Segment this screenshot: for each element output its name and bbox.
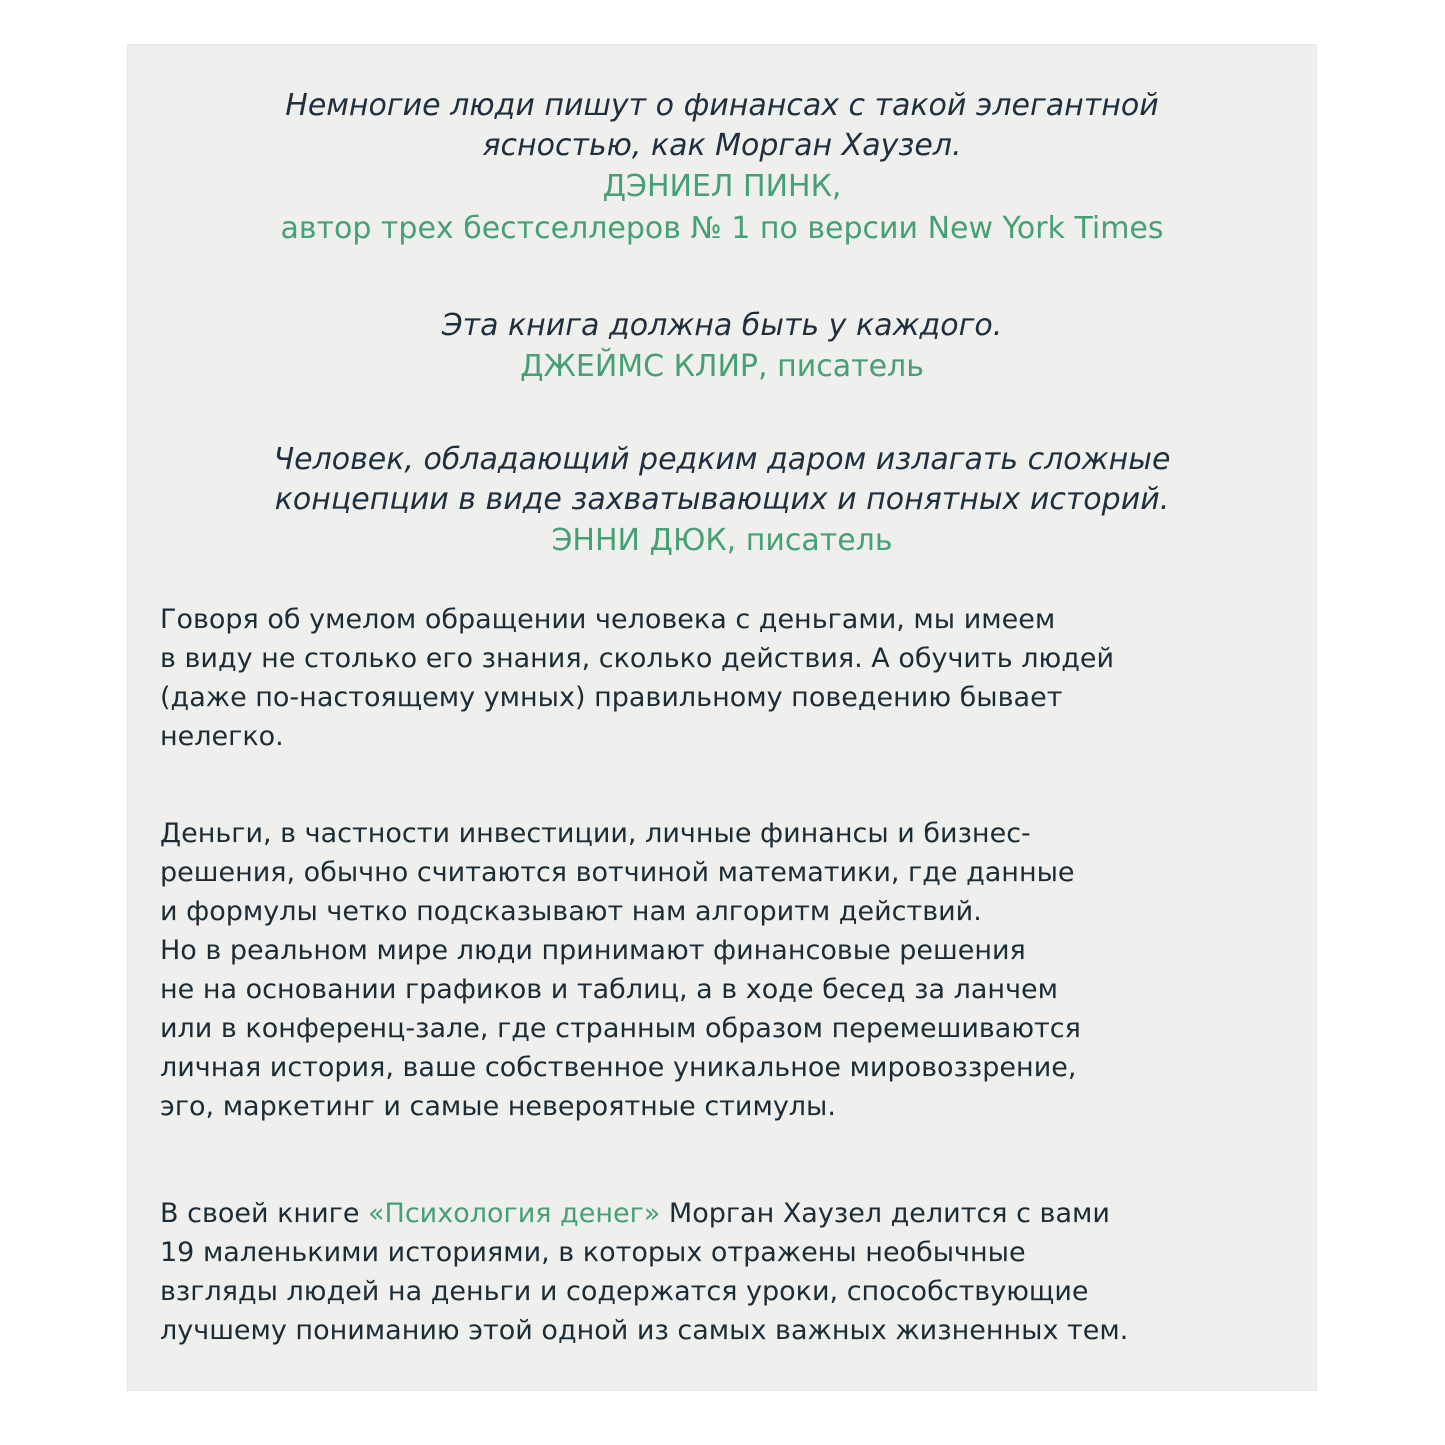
quote-3 [127, 440, 1317, 562]
paragraph-line: лучшему пониманию этой одной из самых важных жизненных тем. [160, 1315, 1129, 1346]
quote-line: Эта книга должна быть у каждого. [441, 308, 1003, 343]
paragraph-line: Говоря об умелом обращении человека с деньгами, мы имеем [160, 604, 1056, 635]
paragraph-line [160, 1194, 1300, 1233]
paragraph-line: и формулы четко подсказывают нам алгоритм действий. [160, 896, 982, 927]
quote-line: Человек, обладающий редким даром излагать сложные [273, 442, 1171, 477]
paragraph-line: нелегко. [160, 721, 284, 752]
paragraph-line: не на основании графиков и таблиц, а в ходе бесед за ланчем [160, 974, 1059, 1005]
paragraph-line: эго, маркетинг и самые невероятные стимулы. [160, 1091, 836, 1122]
quote-attribution [127, 346, 1317, 388]
paragraph-line: взгляды людей на деньги и содержатся уроки, способствующие [160, 1276, 1089, 1307]
quote-line: ясностью, как Морган Хаузел. [482, 128, 962, 163]
paragraph-line: или в конференц-зале, где странным образом перемешиваются [160, 1013, 1081, 1044]
quote-author-role: писатель [767, 349, 924, 384]
back-cover [127, 44, 1317, 1391]
paragraph-line: в виду не столько его знания, сколько действия. А обучить людей [160, 643, 1115, 674]
description-paragraph-3 [160, 1194, 1300, 1350]
paragraph-line: Деньги, в частности инвестиции, личные финансы и бизнес- [160, 818, 1031, 849]
quote-author: ДЭНИЕЛ ПИНК, [602, 169, 842, 204]
quote-line: концепции в виде захватывающих и понятных историй. [274, 482, 1170, 517]
quote-2 [127, 306, 1317, 388]
paragraph-line: Но в реальном мире люди принимают финансовые решения [160, 935, 1026, 966]
quote-attribution [127, 520, 1317, 562]
description-paragraph-2 [160, 814, 1300, 1126]
paragraph-line: личная история, ваше собственное уникальное мировоззрение, [160, 1052, 1077, 1083]
paragraph-line: 19 маленькими историями, в которых отражены необычные [160, 1237, 1026, 1268]
paragraph-text: В своей книге [160, 1198, 369, 1229]
quote-author: ЭННИ ДЮК, [551, 523, 737, 558]
paragraph-text: Морган Хаузел делится с вами [660, 1198, 1110, 1229]
quote-author: ДЖЕЙМС КЛИР, [520, 349, 768, 384]
quote-1 [127, 86, 1317, 250]
book-title: «Психология денег» [368, 1198, 661, 1229]
quote-line: Немногие люди пишут о финансах с такой элегантной [285, 88, 1159, 123]
quote-author-role: автор трех бестселлеров № 1 по версии New York Times [280, 211, 1164, 246]
quote-author-role: писатель [736, 523, 893, 558]
paragraph-line: (даже по-настоящему умных) правильному поведению бывает [160, 682, 1063, 713]
paragraph-line: решения, обычно считаются вотчиной математики, где данные [160, 857, 1075, 888]
description-paragraph-1 [160, 600, 1300, 756]
